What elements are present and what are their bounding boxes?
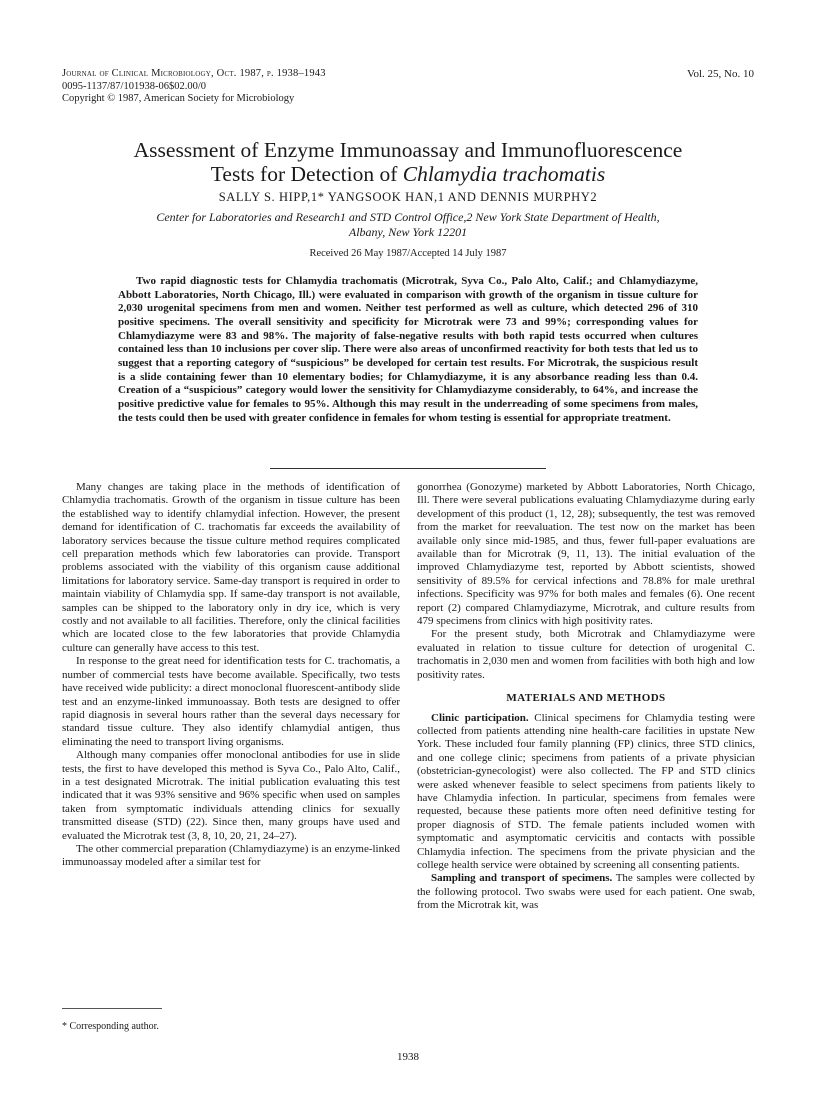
volume-issue: Vol. 25, No. 10 (686, 68, 754, 80)
abstract-divider (270, 468, 546, 469)
intro-paragraph-2: In response to the great need for identification tests for C. trachomatis, a number of commercial tests have become available. Specifically, two tests have received wide publicity: a direct monoclonal fluorescent-antibody slide test and an enzyme-linked immunoassay. Both tests are designed to offer rapid diagnosis in several hours rather than the several days necessary for standard tissue culture. They also identify chlamydial antigen, thus eliminating the need to transport living organisms. (62, 655, 400, 748)
sampling-paragraph (417, 872, 755, 912)
sampling-text: The samples were collected by the following protocol. Two swabs were used for each patient. One swab, from the Microtrak kit, was (417, 872, 755, 912)
affiliation-line-2: Albany, New York 12201 (348, 225, 468, 239)
intro-paragraph-6: For the present study, both Microtrak and Chlamydiazyme were evaluated in relation to tissue culture for detection of urogenital C. trachomatis in 2,030 men and women from facilities with both high and low positivity rates. (417, 628, 755, 681)
journal-header (62, 68, 582, 106)
article-title (60, 138, 756, 186)
page-number: 1938 (397, 1051, 419, 1063)
journal-citation: Journal of Clinical Microbiology, Oct. 1987, p. 1938–1943 (62, 68, 326, 79)
intro-paragraph-1: Many changes are taking place in the methods of identification of Chlamydia trachomatis. Growth of the organism in tissue culture has been the established way to identify chlamydial infection. However, the present demand for identification of C. trachomatis far exceeds the availability of laboratory services because the tissue culture method requires complicated cell preparation methods which few laboratories can provide. Transport problems associated with the viability of this organism cause additional limitations for laboratory service. Same-day transport is required in order to maintain viability of Chlamydia spp. If same-day transport is not available, samples can be shipped to the laboratory only in dry ice, which is very costly and not available to all facilities. Therefore, only the clinical facilities which are located close to the few laboratories that provide Chlamydia culture can generally have access to this test. (62, 481, 400, 654)
clinic-participation-text: Clinical specimens for Chlamydia testing were collected from patients attending nine health-care facilities in upstate New York. These included four family planning (FP) clinics, three STD clinics, and one college clinic; specimens from patients of a private physician (obstetrician-gynecologist) were also collected. The FP and STD clinics were asked whenever feasible to select specimens from patients likely to have Chlamydia infection. In particular, specimens from females were requested, because these patients more often need definitive testing for proper diagnosis of STD. The female patients included women with symptomatic and asymptomatic cervicitis and contacts with possible Chlamydia infection. The specimens from the private physician and the college health service were obtained by screening all consenting patients. (417, 711, 755, 871)
copyright-line: Copyright © 1987, American Society for Microbiology (62, 93, 295, 104)
right-column (417, 481, 755, 913)
abstract: Two rapid diagnostic tests for Chlamydia trachomatis (Microtrak, Syva Co., Palo Alto, Calif.; and Chlamydiazyme, Abbott Laboratories, North Chicago, Ill.) were evaluated in comparison with growth of the organism in tissue culture for 2,030 urogenital specimens from men and women. Neither test performed as well as culture, which detected 296 of 310 positive specimens. The overall sensitivity and specificity for Microtrak were 73 and 99%; corresponding values for Chlamydiazyme were 83 and 98%. The majority of false-negative results with both rapid tests occurred when cultures contained less than 10 inclusions per cover slip. There were also areas of unconfirmed reactivity for both tests that led us to suggest that a reporting category of “suspicious” be developed for certain test results. For Microtrak, the suspicious result is a slide containing fewer than 10 elementary bodies; for Chlamydiazyme, it is any absorbance reading less than 0.4. Creation of a “suspicious” category would lower the sensitivity for Chlamydiazyme considerably, to 64%, and increase the positive predictive value for females to 95%. Although this may result in the underreading of some specimens from males, the tests could then be used with greater confidence in females for whom testing is essential for appropriate treatment. (118, 275, 698, 424)
received-accepted-dates: Received 26 May 1987/Accepted 14 July 1987 (309, 248, 507, 259)
author-list: SALLY S. HIPP,1* YANGSOOK HAN,1 AND DENNIS MURPHY2 (218, 190, 598, 204)
affiliation-line-1: Center for Laboratories and Research1 and STD Control Office,2 New York State Department of Health, (156, 210, 660, 224)
sampling-heading: Sampling and transport of specimens. (431, 872, 613, 885)
section-heading-methods: MATERIALS AND METHODS (506, 692, 666, 705)
intro-paragraph-4: The other commercial preparation (Chlamydiazyme) is an enzyme-linked immunoassay modeled after a similar test for (62, 842, 400, 869)
title-line-2: Tests for Detection of (210, 162, 403, 186)
issn-line: 0095-1137/87/101938-06$02.00/0 (62, 80, 206, 92)
clinic-participation-paragraph (417, 712, 755, 873)
footnote: * Corresponding author. (62, 1021, 159, 1032)
title-organism: Chlamydia trachomatis (402, 162, 606, 186)
left-column (62, 481, 400, 870)
clinic-participation-heading: Clinic participation. (431, 711, 529, 724)
title-line-1: Assessment of Enzyme Immunoassay and Immunofluorescence (133, 138, 683, 162)
intro-paragraph-3: Although many companies offer monoclonal antibodies for use in slide tests, the first to have developed this method is Syva Co., Palo Alto, Calif., in a test designated Microtrak. The initial publication evaluating this test indicated that it was 93% sensitive and 96% specific when used on samples taken from symptomatic individuals attending clinics for sexually transmitted disease (STD) (22). Since then, many groups have used and evaluated the Microtrak test (3, 8, 10, 20, 21, 24–27). (62, 749, 400, 842)
affiliation (90, 210, 726, 240)
intro-paragraph-5: gonorrhea (Gonozyme) marketed by Abbott Laboratories, North Chicago, Ill. There were several publications evaluating Chlamydiazyme during early development of this product (1, 12, 28); subsequently, the test was removed from the market for reevaluation. The test now on the market has been available only since mid-1985, and thus, fewer full-paper evaluations are available than for Microtrak (9, 11, 13). The initial evaluation of the improved Chlamydiazyme test, reported by Abbott scientists, showed sensitivity of 89.5% for cervical infections and 78.8% for male urethral infections. Specificity was 97% for both males and females (6). One recent report (2) compared Chlamydiazyme, Microtrak, and culture results from 479 specimens from clinics with high positivity rates. (417, 481, 755, 628)
footnote-divider (62, 1008, 162, 1009)
